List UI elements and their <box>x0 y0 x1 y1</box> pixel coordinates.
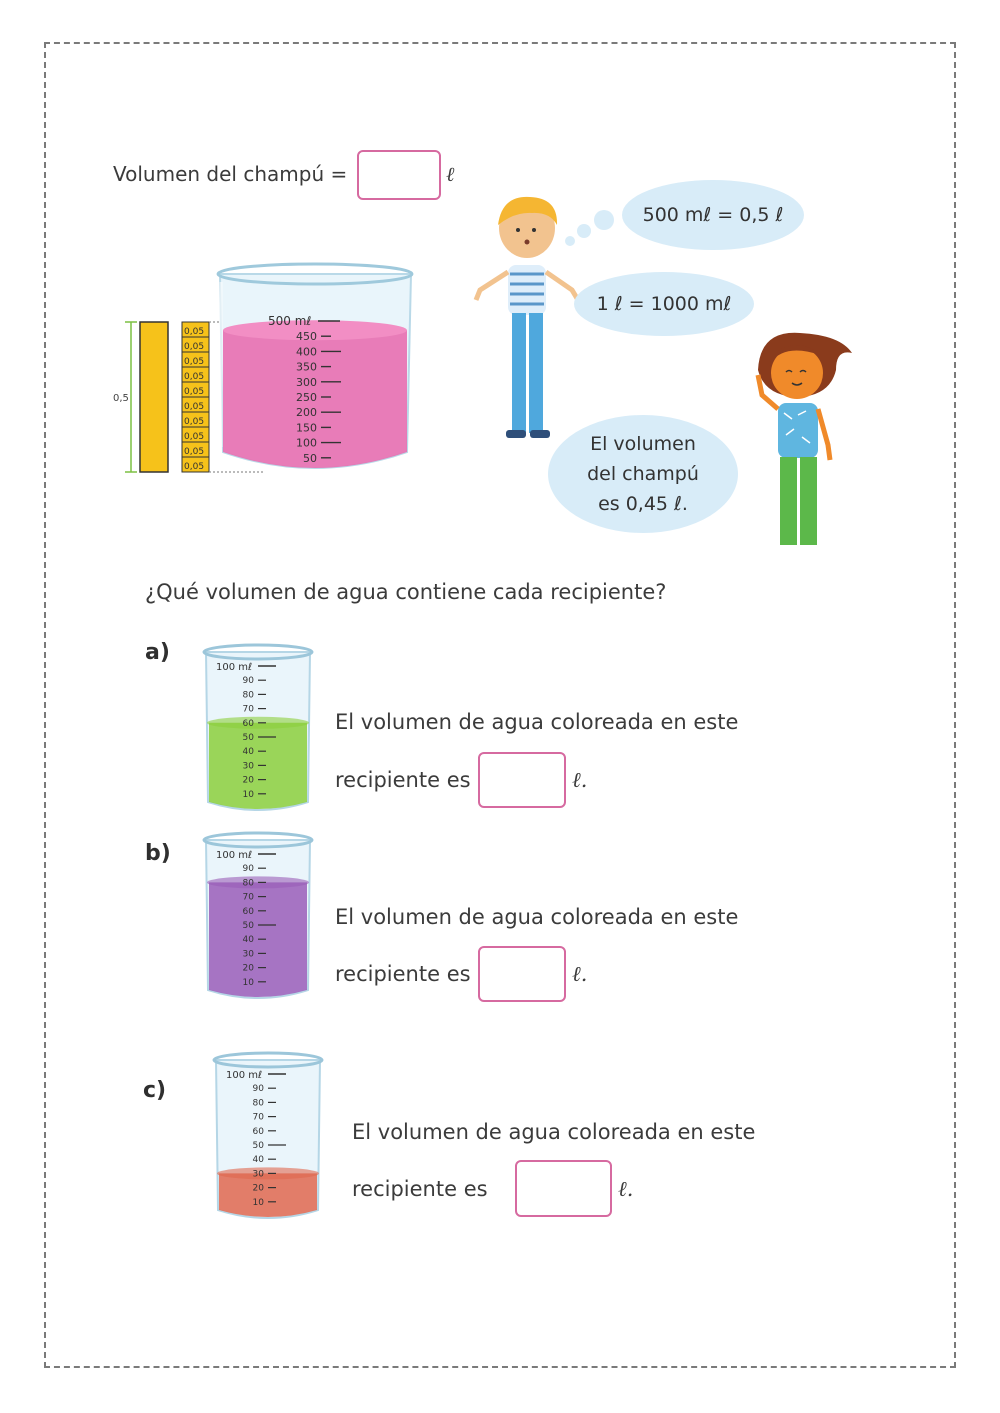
shampoo-tick-label: 100 <box>296 436 317 450</box>
shampoo-tick-label: 300 <box>296 375 317 389</box>
item-c-unit: ℓ. <box>618 1177 634 1201</box>
beaker-b <box>198 828 318 1006</box>
item-a-line2: recipiente es <box>335 768 471 792</box>
beaker-tick-label: 60 <box>242 906 254 917</box>
speech-bubble-girl-line1: El volumen <box>590 433 696 455</box>
small-block-label: 0,05 <box>184 447 205 457</box>
beaker-tick-label: 90 <box>252 1084 264 1095</box>
small-block-label: 0,05 <box>184 462 205 472</box>
small-block-label: 0,05 <box>184 432 205 442</box>
small-blocks-column <box>182 322 209 472</box>
speech-bubble-boy <box>574 272 754 336</box>
beaker-tick-label: 10 <box>242 789 254 800</box>
beaker-tick-label: 10 <box>252 1197 264 1208</box>
half-liter-bar <box>140 322 168 472</box>
beaker-liquid <box>219 1173 317 1217</box>
beaker-tick-label: 60 <box>252 1126 264 1137</box>
item-b-label: b) <box>145 841 171 866</box>
thought-dot <box>594 210 614 230</box>
beaker-tick-label: 30 <box>242 761 254 772</box>
speech-bubble-girl-line2: del champú <box>587 463 699 485</box>
thought-dot <box>577 224 591 238</box>
item-c-line1: El volumen de agua coloreada en este <box>352 1120 756 1144</box>
beaker-c <box>203 1048 333 1226</box>
item-b-line2: recipiente es <box>335 962 471 986</box>
item-b-line1: El volumen de agua coloreada en este <box>335 905 739 929</box>
beaker-tick-label: 70 <box>252 1112 264 1123</box>
beaker-tick-label: 10 <box>242 977 254 988</box>
thought-dot <box>565 236 575 246</box>
item-a-label: a) <box>145 640 170 665</box>
small-block-label: 0,05 <box>184 372 205 382</box>
item-a-answer-box[interactable] <box>478 752 566 808</box>
girl-illustration <box>740 325 855 550</box>
beaker-tick-label: 80 <box>242 690 254 701</box>
small-block-label: 0,05 <box>184 387 205 397</box>
small-block-label: 0,05 <box>184 402 205 412</box>
item-b-answer-box[interactable] <box>478 946 566 1002</box>
beaker-tick-label: 40 <box>242 747 254 758</box>
small-block-label: 0,05 <box>184 417 205 427</box>
item-a-unit: ℓ. <box>572 768 588 792</box>
beaker-tick-label: 70 <box>242 704 254 715</box>
item-c-answer-box[interactable] <box>515 1160 612 1217</box>
beaker-tick-label: 50 <box>252 1141 264 1151</box>
beaker-tick-label: 20 <box>242 775 254 786</box>
speech-bubble-boy-text: 1 ℓ = 1000 mℓ <box>596 293 732 315</box>
beaker-tick-label: 90 <box>242 864 254 875</box>
shampoo-tick-label: 200 <box>296 406 317 420</box>
beaker-tick-label: 40 <box>252 1155 264 1166</box>
beaker-tick-label: 30 <box>252 1169 264 1180</box>
speech-bubble-girl <box>548 415 738 533</box>
small-block-label: 0,05 <box>184 327 205 337</box>
big-bar-label: 0,5 <box>113 393 129 404</box>
item-a-line1: El volumen de agua coloreada en este <box>335 710 739 734</box>
shampoo-answer-box[interactable] <box>357 150 441 200</box>
thought-bubble-text: 500 mℓ = 0,5 ℓ <box>642 204 784 226</box>
beaker-tick-label: 80 <box>242 878 254 889</box>
question-text: ¿Qué volumen de agua contiene cada recipiente? <box>145 580 667 604</box>
shampoo-tick-label: 150 <box>296 421 317 435</box>
shampoo-tick-label: 50 <box>303 451 317 465</box>
beaker-tick-label: 90 <box>242 676 254 687</box>
beaker-tick-label: 20 <box>242 963 254 974</box>
small-block-label: 0,05 <box>184 342 205 352</box>
shampoo-unit: ℓ <box>446 162 455 186</box>
beaker-a <box>198 640 318 818</box>
beaker-tick-label: 40 <box>242 935 254 946</box>
item-c-line2: recipiente es <box>352 1177 488 1201</box>
item-c-label: c) <box>143 1078 167 1103</box>
item-b-unit: ℓ. <box>572 962 588 986</box>
thought-bubble <box>622 180 804 250</box>
shampoo-tick-label: 400 <box>296 345 317 359</box>
beaker-capacity-label: 100 mℓ <box>216 850 253 861</box>
beaker-tick-label: 70 <box>242 892 254 903</box>
beaker-tick-label: 30 <box>242 949 254 960</box>
beaker-tick-label: 20 <box>252 1183 264 1194</box>
beaker-tick-label: 80 <box>252 1098 264 1109</box>
shampoo-tick-label: 250 <box>296 391 317 404</box>
shampoo-tick-label: 350 <box>296 360 317 374</box>
beaker-capacity-label: 100 mℓ <box>216 662 253 673</box>
small-block-label: 0,05 <box>184 357 205 367</box>
beaker-tick-label: 50 <box>242 921 254 931</box>
shampoo-volume-label: Volumen del champú = <box>113 162 348 186</box>
beaker-tick-label: 50 <box>242 733 254 743</box>
beaker-capacity-label: 100 mℓ <box>226 1070 263 1081</box>
speech-bubble-girl-line3: es 0,45 ℓ. <box>598 493 688 515</box>
shampoo-beaker-figure <box>105 262 435 487</box>
beaker-tick-label: 60 <box>242 718 254 729</box>
boy-illustration <box>472 190 582 445</box>
shampoo-capacity-label: 500 mℓ <box>268 314 312 328</box>
shampoo-tick-label: 450 <box>296 330 317 344</box>
